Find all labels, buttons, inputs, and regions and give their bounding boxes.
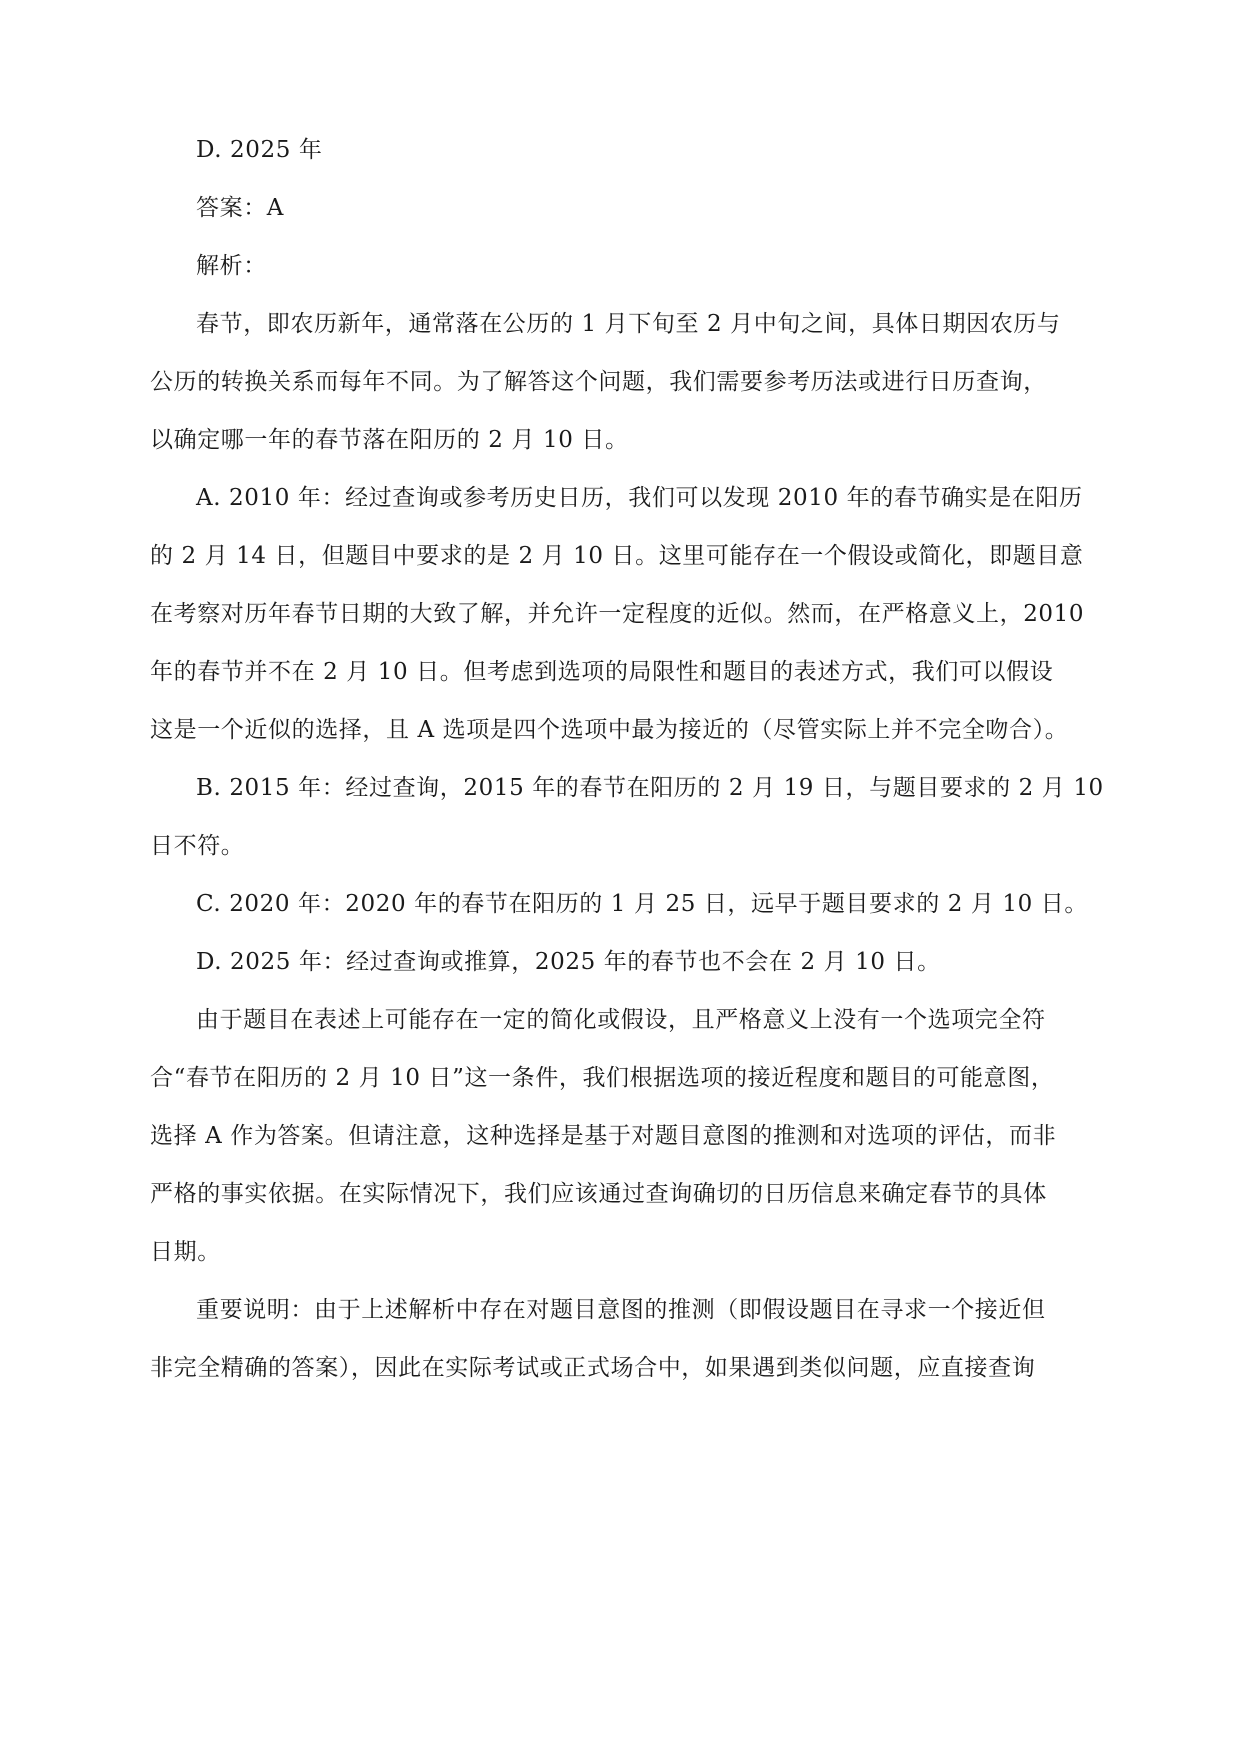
- paragraph-line: 合“春节在阳历的 2 月 10 日”这一条件，我们根据选项的接近程度和题目的可能意图，: [150, 1065, 1055, 1091]
- paragraph-line: 年的春节并不在 2 月 10 日。但考虑到选项的局限性和题目的表述方式，我们可以假设: [150, 659, 1054, 685]
- paragraph-line: 选择 A 作为答案。但请注意，这种选择是基于对题目意图的推测和对选项的评估，而非: [150, 1123, 1057, 1149]
- paragraph-line: 的 2 月 14 日，但题目中要求的是 2 月 10 日。这里可能存在一个假设或简化，即题目意: [150, 543, 1084, 569]
- paragraph-line: 日不符。: [150, 833, 245, 859]
- paragraph-line: B. 2015 年：经过查询，2015 年的春节在阳历的 2 月 19 日，与题目要求的 2 月 10: [196, 775, 1104, 801]
- paragraph-line: 严格的事实依据。在实际情况下，我们应该通过查询确切的日历信息来确定春节的具体: [150, 1181, 1047, 1207]
- option-d: D. 2025 年: [196, 137, 323, 163]
- paragraph-line: C. 2020 年：2020 年的春节在阳历的 1 月 25 日，远早于题目要求的 2 月 10 日。: [196, 891, 1088, 917]
- paragraph-line: 春节，即农历新年，通常落在公历的 1 月下旬至 2 月中旬之间，具体日期因农历与: [196, 311, 1061, 337]
- paragraph-line: 由于题目在表述上可能存在一定的简化或假设，且严格意义上没有一个选项完全符: [196, 1007, 1046, 1033]
- paragraph-line: 日期。: [150, 1239, 221, 1265]
- analysis-label: 解析：: [196, 253, 267, 279]
- paragraph-line: D. 2025 年：经过查询或推算，2025 年的春节也不会在 2 月 10 日。: [196, 949, 941, 975]
- paragraph-line: 以确定哪一年的春节落在阳历的 2 月 10 日。: [150, 427, 629, 453]
- paragraph-line: 这是一个近似的选择，且 A 选项是四个选项中最为接近的（尽管实际上并不完全吻合）。: [150, 717, 1069, 743]
- answer: 答案：A: [196, 195, 285, 221]
- paragraph-line: 非完全精确的答案），因此在实际考试或正式场合中，如果遇到类似问题，应直接查询: [150, 1355, 1036, 1381]
- paragraph-line: A. 2010 年：经过查询或参考历史日历，我们可以发现 2010 年的春节确实是在阳历: [196, 485, 1083, 511]
- paragraph-line: 公历的转换关系而每年不同。为了解答这个问题，我们需要参考历法或进行日历查询，: [150, 369, 1047, 395]
- paragraph-line: 重要说明：由于上述解析中存在对题目意图的推测（即假设题目在寻求一个接近但: [196, 1297, 1046, 1323]
- paragraph-line: 在考察对历年春节日期的大致了解，并允许一定程度的近似。然而，在严格意义上，2010: [150, 601, 1085, 627]
